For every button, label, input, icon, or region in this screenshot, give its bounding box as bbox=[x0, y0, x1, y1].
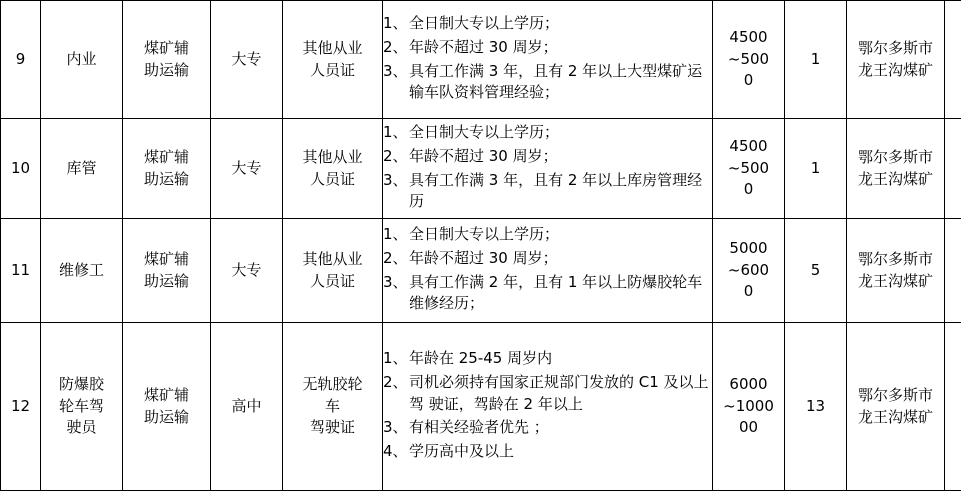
salary-range bbox=[713, 323, 785, 491]
major-name bbox=[123, 119, 211, 219]
post-name bbox=[41, 1, 123, 119]
post-name bbox=[41, 119, 123, 219]
requirement-number: 3、 bbox=[383, 417, 409, 439]
requirement-text: 年龄不超过 30 周岁； bbox=[409, 248, 712, 270]
headcount: 1 bbox=[785, 1, 847, 119]
row-index: 9 bbox=[1, 1, 41, 119]
requirement-text: 年龄不超过 30 周岁； bbox=[409, 37, 712, 59]
work-location bbox=[847, 1, 945, 119]
salary-line: 5000 bbox=[713, 238, 784, 260]
requirement-text: 司机必须持有国家正规部门发放的 C1 及以上驾 驶证，驾龄在 2 年以上 bbox=[409, 372, 712, 416]
salary-range bbox=[713, 219, 785, 323]
post-name-line: 库管 bbox=[41, 158, 122, 180]
requirement-number: 3、 bbox=[383, 170, 409, 192]
requirement-number: 3、 bbox=[383, 272, 409, 294]
requirement-item bbox=[383, 146, 712, 168]
trailing-cell bbox=[945, 323, 961, 491]
requirement-number: 1、 bbox=[383, 122, 409, 144]
salary-range bbox=[713, 119, 785, 219]
major-name-line: 煤矿辅 bbox=[123, 147, 210, 169]
requirement-number: 1、 bbox=[383, 348, 409, 370]
requirements-cell bbox=[383, 1, 713, 119]
requirement-item bbox=[383, 372, 712, 416]
education-level-line: 大专 bbox=[211, 49, 282, 71]
work-location-line: 龙王沟煤矿 bbox=[847, 407, 944, 429]
work-location-line: 鄂尔多斯市 bbox=[847, 249, 944, 271]
requirement-number: 2、 bbox=[383, 372, 409, 394]
certificate-name-line: 驾驶证 bbox=[283, 417, 382, 439]
certificate-name bbox=[283, 119, 383, 219]
requirement-item bbox=[383, 348, 712, 370]
salary-line: 4500 bbox=[713, 27, 784, 49]
education-level-line: 大专 bbox=[211, 260, 282, 282]
major-name bbox=[123, 219, 211, 323]
salary-line: 0 bbox=[713, 281, 784, 303]
requirement-text: 具有工作满 3 年，且有 2 年以上大型煤矿运输车队资料管理经验； bbox=[409, 61, 712, 105]
post-name-line: 维修工 bbox=[41, 260, 122, 282]
post-name-line: 防爆胶 bbox=[41, 374, 122, 396]
major-name-line: 助运输 bbox=[123, 407, 210, 429]
requirement-text: 年龄在 25-45 周岁内 bbox=[409, 348, 712, 370]
education-level-line: 高中 bbox=[211, 396, 282, 418]
work-location-line: 龙王沟煤矿 bbox=[847, 60, 944, 82]
major-name-line: 煤矿辅 bbox=[123, 249, 210, 271]
certificate-name-line: 无轨胶轮 bbox=[283, 374, 382, 396]
headcount: 13 bbox=[785, 323, 847, 491]
salary-line: ~500 bbox=[713, 49, 784, 71]
requirement-item bbox=[383, 170, 712, 214]
table-body bbox=[1, 1, 961, 491]
salary-line: 0 bbox=[713, 179, 784, 201]
requirement-item bbox=[383, 37, 712, 59]
salary-line: 6000 bbox=[713, 374, 784, 396]
certificate-name-line: 车 bbox=[283, 396, 382, 418]
certificate-name-line: 人员证 bbox=[283, 271, 382, 293]
requirement-item bbox=[383, 13, 712, 35]
requirements-cell bbox=[383, 119, 713, 219]
post-name bbox=[41, 323, 123, 491]
requirement-item bbox=[383, 61, 712, 105]
row-index: 10 bbox=[1, 119, 41, 219]
requirements-cell bbox=[383, 323, 713, 491]
certificate-name-line: 其他从业 bbox=[283, 147, 382, 169]
requirement-text: 全日制大专以上学历； bbox=[409, 122, 712, 144]
major-name-line: 助运输 bbox=[123, 60, 210, 82]
major-name-line: 煤矿辅 bbox=[123, 385, 210, 407]
requirement-item bbox=[383, 441, 712, 463]
requirement-text: 具有工作满 3 年，且有 2 年以上库房管理经历 bbox=[409, 170, 712, 214]
certificate-name bbox=[283, 323, 383, 491]
requirement-text: 具有工作满 2 年，且有 1 年以上防爆胶轮车维修经历； bbox=[409, 272, 712, 316]
work-location-line: 龙王沟煤矿 bbox=[847, 169, 944, 191]
certificate-name bbox=[283, 219, 383, 323]
table-row bbox=[1, 119, 961, 219]
post-name-line: 内业 bbox=[41, 49, 122, 71]
work-location bbox=[847, 323, 945, 491]
work-location-line: 龙王沟煤矿 bbox=[847, 271, 944, 293]
salary-line: ~1000 bbox=[713, 396, 784, 418]
certificate-name-line: 其他从业 bbox=[283, 249, 382, 271]
requirement-text: 年龄不超过 30 周岁； bbox=[409, 146, 712, 168]
requirement-item bbox=[383, 248, 712, 270]
requirement-number: 1、 bbox=[383, 13, 409, 35]
education-level bbox=[211, 323, 283, 491]
salary-line: ~600 bbox=[713, 260, 784, 282]
requirements-cell bbox=[383, 219, 713, 323]
major-name-line: 助运输 bbox=[123, 169, 210, 191]
major-name-line: 助运输 bbox=[123, 271, 210, 293]
requirement-item bbox=[383, 417, 712, 439]
education-level bbox=[211, 119, 283, 219]
table-row bbox=[1, 323, 961, 491]
trailing-cell bbox=[945, 219, 961, 323]
requirement-text: 学历高中及以上 bbox=[409, 441, 712, 463]
requirement-number: 2、 bbox=[383, 37, 409, 59]
requirement-number: 4、 bbox=[383, 441, 409, 463]
post-name-line: 轮车驾 bbox=[41, 396, 122, 418]
education-level bbox=[211, 1, 283, 119]
requirement-item bbox=[383, 272, 712, 316]
major-name-line: 煤矿辅 bbox=[123, 38, 210, 60]
requirement-number: 2、 bbox=[383, 248, 409, 270]
certificate-name-line: 其他从业 bbox=[283, 38, 382, 60]
work-location-line: 鄂尔多斯市 bbox=[847, 38, 944, 60]
headcount: 1 bbox=[785, 119, 847, 219]
trailing-cell bbox=[945, 119, 961, 219]
requirement-text: 全日制大专以上学历； bbox=[409, 224, 712, 246]
work-location-line: 鄂尔多斯市 bbox=[847, 385, 944, 407]
headcount: 5 bbox=[785, 219, 847, 323]
trailing-cell bbox=[945, 1, 961, 119]
requirement-item bbox=[383, 122, 712, 144]
requirement-text: 有相关经验者优先 ； bbox=[409, 417, 712, 439]
salary-range bbox=[713, 1, 785, 119]
education-level bbox=[211, 219, 283, 323]
salary-line: 4500 bbox=[713, 136, 784, 158]
work-location-line: 鄂尔多斯市 bbox=[847, 147, 944, 169]
requirement-number: 2、 bbox=[383, 146, 409, 168]
certificate-name bbox=[283, 1, 383, 119]
certificate-name-line: 人员证 bbox=[283, 60, 382, 82]
requirement-number: 3、 bbox=[383, 61, 409, 83]
major-name bbox=[123, 1, 211, 119]
salary-line: 0 bbox=[713, 70, 784, 92]
row-index: 12 bbox=[1, 323, 41, 491]
certificate-name-line: 人员证 bbox=[283, 169, 382, 191]
salary-line: ~500 bbox=[713, 158, 784, 180]
table-row bbox=[1, 219, 961, 323]
requirement-number: 1、 bbox=[383, 224, 409, 246]
post-name-line: 驶员 bbox=[41, 417, 122, 439]
requirement-item bbox=[383, 224, 712, 246]
table-row bbox=[1, 1, 961, 119]
salary-line: 00 bbox=[713, 417, 784, 439]
row-index: 11 bbox=[1, 219, 41, 323]
post-name bbox=[41, 219, 123, 323]
work-location bbox=[847, 119, 945, 219]
education-level-line: 大专 bbox=[211, 158, 282, 180]
requirement-text: 全日制大专以上学历； bbox=[409, 13, 712, 35]
work-location bbox=[847, 219, 945, 323]
major-name bbox=[123, 323, 211, 491]
